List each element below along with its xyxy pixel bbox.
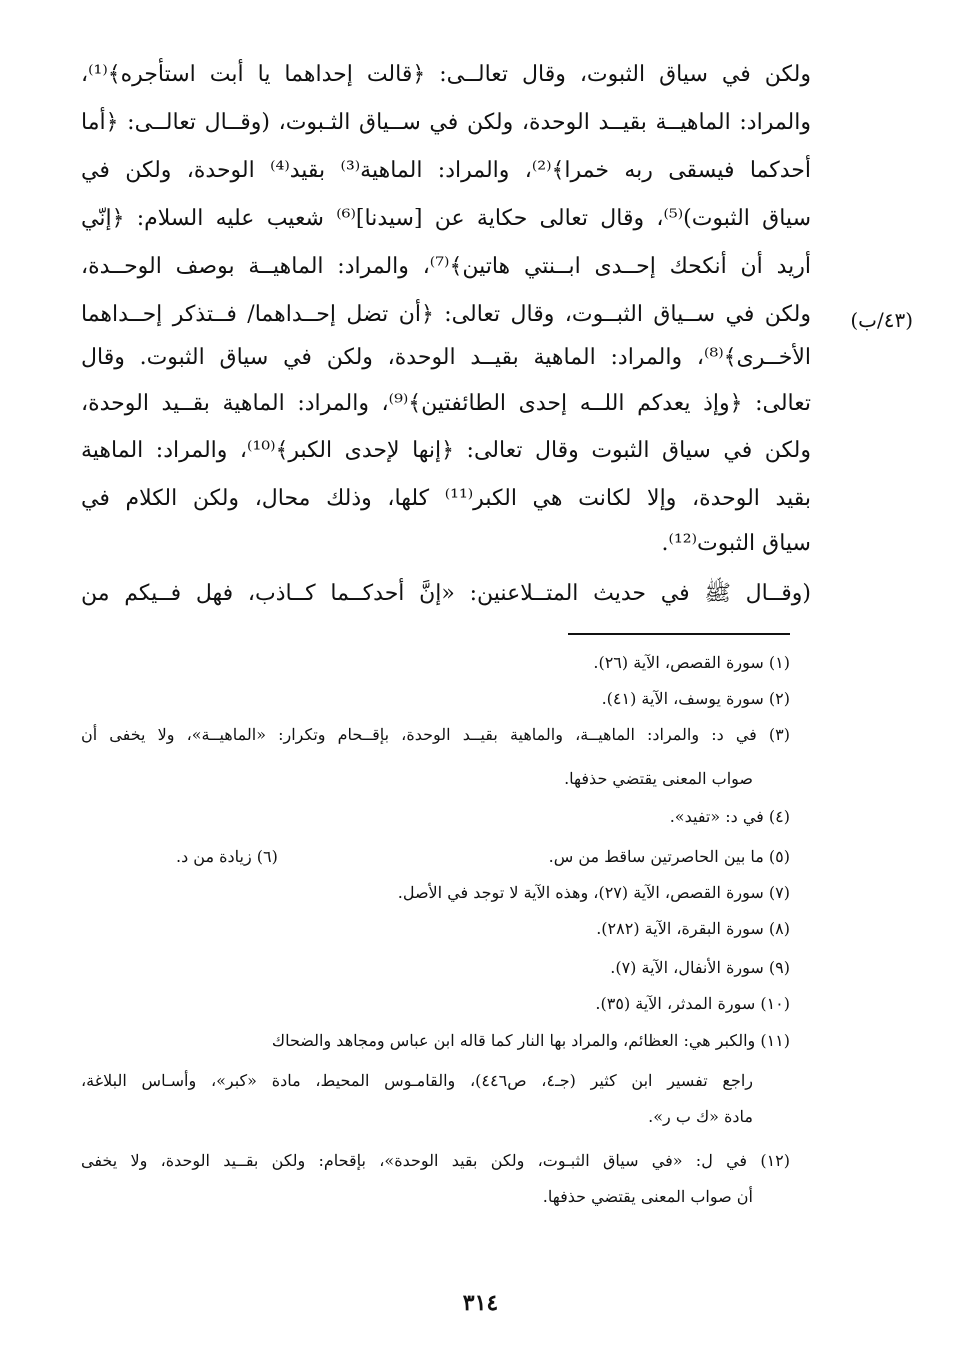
footnote-11: (١١) والكبر هي: العظائم، والمراد بها النار كما قاله ابن عباس ومجاهد والضحاك [271, 1031, 790, 1050]
main-line-11: سياق الثبوت⁽¹²⁾. [661, 531, 811, 556]
footnote-7: (٧) سورة القصص، الآية (٢٧)، وهذه الآية لا توجد في الأصل. [397, 883, 790, 902]
main-line-12: (وقــال ﷺ في حديث المتــلاعنين: «إنَّ أحدكــما كــاذب، فهل فــيكم من [81, 581, 811, 606]
footnote-5: (٥) ما بين الحاصرتين ساقط من س. [548, 847, 790, 866]
footnote-2: (٢) سورة يوسف، الآية (٤١). [601, 689, 790, 708]
margin-note: (٤٣/ب) [850, 308, 913, 332]
footnote-4: (٤) في د: «تفيد». [669, 807, 790, 826]
footnote-12: (١٢) في ل: «في سياق الثبـوت، ولكن بقيد الوحدة»، بإقحام: ولكن بقــيد الوحدة، ولا يخفى [81, 1151, 790, 1170]
main-line-2: والمراد: الماهيــة بقيــد الوحدة، ولكن في ســياق الثـبوت، (وقــال تعالــى: ﴿أما [81, 110, 811, 135]
footnote-8: (٨) سورة البقرة، الآية (٢٨٢). [596, 919, 790, 938]
footnote-12-continuation: أن صواب المعنى يقتضي حذفها. [542, 1187, 753, 1206]
main-line-5: أريد أن أنكحك إحــدى ابــنتي هاتين﴾⁽⁷⁾، والمراد: الماهيــة بوصف الوحــدة، [81, 254, 811, 279]
footnote-3-continuation: صواب المعنى يقتضي حذفها. [564, 769, 753, 788]
main-line-10: بقيد الوحدة، وإلا لكانت هي الكبر⁽¹¹⁾ كلها، وذلك محال، ولكن الكلام في [81, 486, 811, 511]
main-line-7: الأخــرى﴾⁽⁸⁾، والمراد: الماهية بقيــد الوحدة، ولكن في سياق الثبوت. وقال [81, 345, 811, 370]
footnote-3: (٣) في د: والمراد: الماهيــة، والماهية بقيــد الوحدة، بإقــحام وتكرار: «الماهيــة»، ولا يخفى أن [81, 725, 791, 744]
main-line-9: ولكن في سياق الثبوت وقال تعالى: ﴿إنها لإحدى الكبر﴾⁽¹⁰⁾، والمراد: الماهية [81, 438, 811, 463]
main-line-4: سياق الثبوت)⁽⁵⁾، وقال تعالى حكاية عن [سيدنا]⁽⁶⁾ شعيب عليه السلام: ﴿إنّي [81, 206, 811, 231]
footnote-6: (٦) زيادة من د. [176, 847, 278, 866]
main-line-8: تعالى: ﴿وإذ يعدكم اللــه إحدى الطائفتين﴾⁽⁹⁾، والمراد: الماهية بقــيد الوحدة، [81, 391, 811, 416]
page-number: ٣١٤ [462, 1290, 499, 1316]
footnote-11-continuation: راجع تفسير ابن كثير (جـ٤، ص٤٤٦)، والقامـوس المحيط، مادة «كبر»، وأسـاس البلاغة، [81, 1071, 754, 1090]
footnote-10: (١٠) سورة المدثر، الآية (٣٥). [595, 994, 790, 1013]
main-line-3: أحدكما فيسقى ربه خمرا﴾⁽²⁾، والمراد: الماهية⁽³⁾ بقيد⁽⁴⁾ الوحدة، ولكن في [81, 158, 811, 183]
footnote-9: (٩) سورة الأنفال، الآية (٧). [610, 958, 790, 977]
main-line-6: ولكن في ســياق الثبــوت، وقال تعالى: ﴿أن تضل إحــداهما/ فــتذكر إحــداهما [81, 302, 811, 327]
footnote-1: (١) سورة القصص، الآية (٢٦). [593, 653, 790, 672]
main-line-1: ولكن في سياق الثبوت، وقال تعالــى: ﴿قالت إحداهما يا أبت استأجره﴾⁽¹⁾، [81, 62, 811, 87]
footnote-separator [568, 633, 790, 635]
footnote-11-continuation-2: مادة «ك ب ر». [648, 1107, 753, 1126]
